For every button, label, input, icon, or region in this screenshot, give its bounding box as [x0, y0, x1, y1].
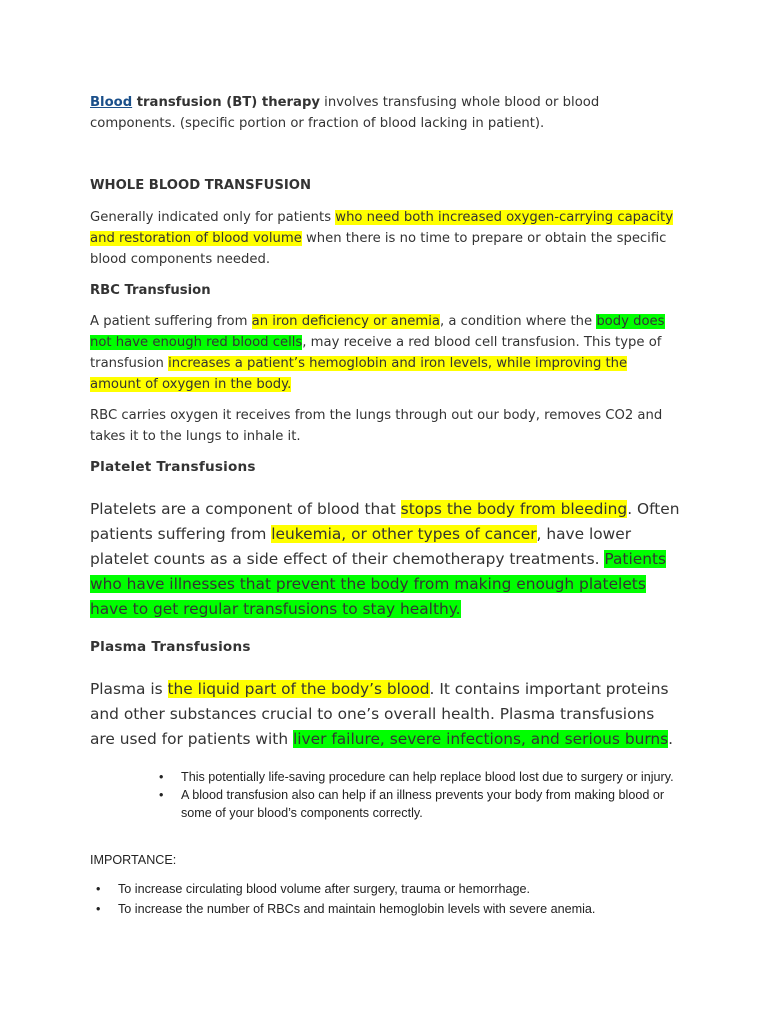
plasma-paragraph — [90, 677, 680, 752]
rbc-text: , may receive a red blood cell transfusion. This type of transfusion — [90, 335, 662, 371]
highlight-yellow: who need both increased oxygen-carrying capacity and restoration of blood volume — [90, 210, 674, 246]
importance-label: IMPORTANCE: — [90, 853, 177, 867]
whole-blood-text: Generally indicated only for patients — [90, 210, 336, 225]
highlight-green: body does not have enough red blood cells — [90, 314, 665, 350]
plasma-text: Plasma is — [90, 680, 168, 698]
rbc-text: A patient suffering from — [90, 314, 252, 329]
list-item: • This potentially life-saving procedure can help replace blood lost due to surgery or injury. — [90, 768, 680, 786]
highlight-yellow: the liquid part of the body’s blood — [167, 680, 430, 698]
platelet-text: Platelets are a component of blood that — [90, 500, 401, 518]
whole-blood-text: when there is no time to prepare or obtain the specific blood components needed. — [90, 231, 667, 267]
platelet-text: , have lower platelet counts as a side effect of their chemotherapy treatments. — [90, 525, 632, 568]
blood-link[interactable]: Blood — [90, 95, 133, 110]
highlight-green: liver failure, severe infections, and serious burns — [292, 730, 669, 748]
platelet-text: . Often patients suffering from — [90, 500, 680, 543]
highlight-yellow: an iron deficiency or anemia — [251, 314, 440, 329]
procedure-bullet-list — [90, 768, 680, 822]
intro-paragraph — [90, 92, 680, 134]
list-item: • A blood transfusion also can help if an illness prevents your body from making blood or some of your blood’s components correctly. — [90, 786, 680, 822]
whole-blood-heading: WHOLE BLOOD TRANSFUSION — [90, 178, 311, 193]
plasma-heading: Plasma Transfusions — [90, 639, 251, 655]
importance-list — [90, 879, 680, 919]
highlight-yellow: leukemia, or other types of cancer — [271, 525, 537, 543]
plasma-text: . — [668, 730, 674, 748]
rbc-paragraph-2: RBC carries oxygen it receives from the lungs through out our body, removes CO2 and takes it to the lungs to inhale it. — [90, 408, 663, 444]
rbc-paragraph — [90, 311, 680, 395]
platelet-paragraph — [90, 497, 680, 622]
highlight-green: Patients who have illnesses that prevent the body from making enough platelets have to get regular transfusions to stay healthy. — [90, 550, 666, 618]
whole-blood-paragraph — [90, 207, 680, 270]
platelet-heading: Platelet Transfusions — [90, 459, 256, 475]
rbc-heading: RBC Transfusion — [90, 283, 211, 298]
list-item: • To increase circulating blood volume after surgery, trauma or hemorrhage. — [90, 879, 680, 899]
intro-rest: involves transfusing whole blood or blood components. (specific portion or fraction of blood lacking in patient). — [90, 95, 600, 131]
intro-bold: transfusion (BT) therapy — [132, 95, 320, 110]
highlight-yellow: stops the body from bleeding — [400, 500, 628, 518]
plasma-text: . It contains important proteins and other substances crucial to one’s overall health. Plasma transfusions are used for patients with — [90, 680, 669, 748]
highlight-yellow: increases a patient’s hemoglobin and iron levels, while improving the amount of oxygen in the body. — [90, 356, 628, 392]
rbc-text: , a condition where the — [439, 314, 597, 329]
list-item: • To increase the number of RBCs and maintain hemoglobin levels with severe anemia. — [90, 899, 680, 919]
